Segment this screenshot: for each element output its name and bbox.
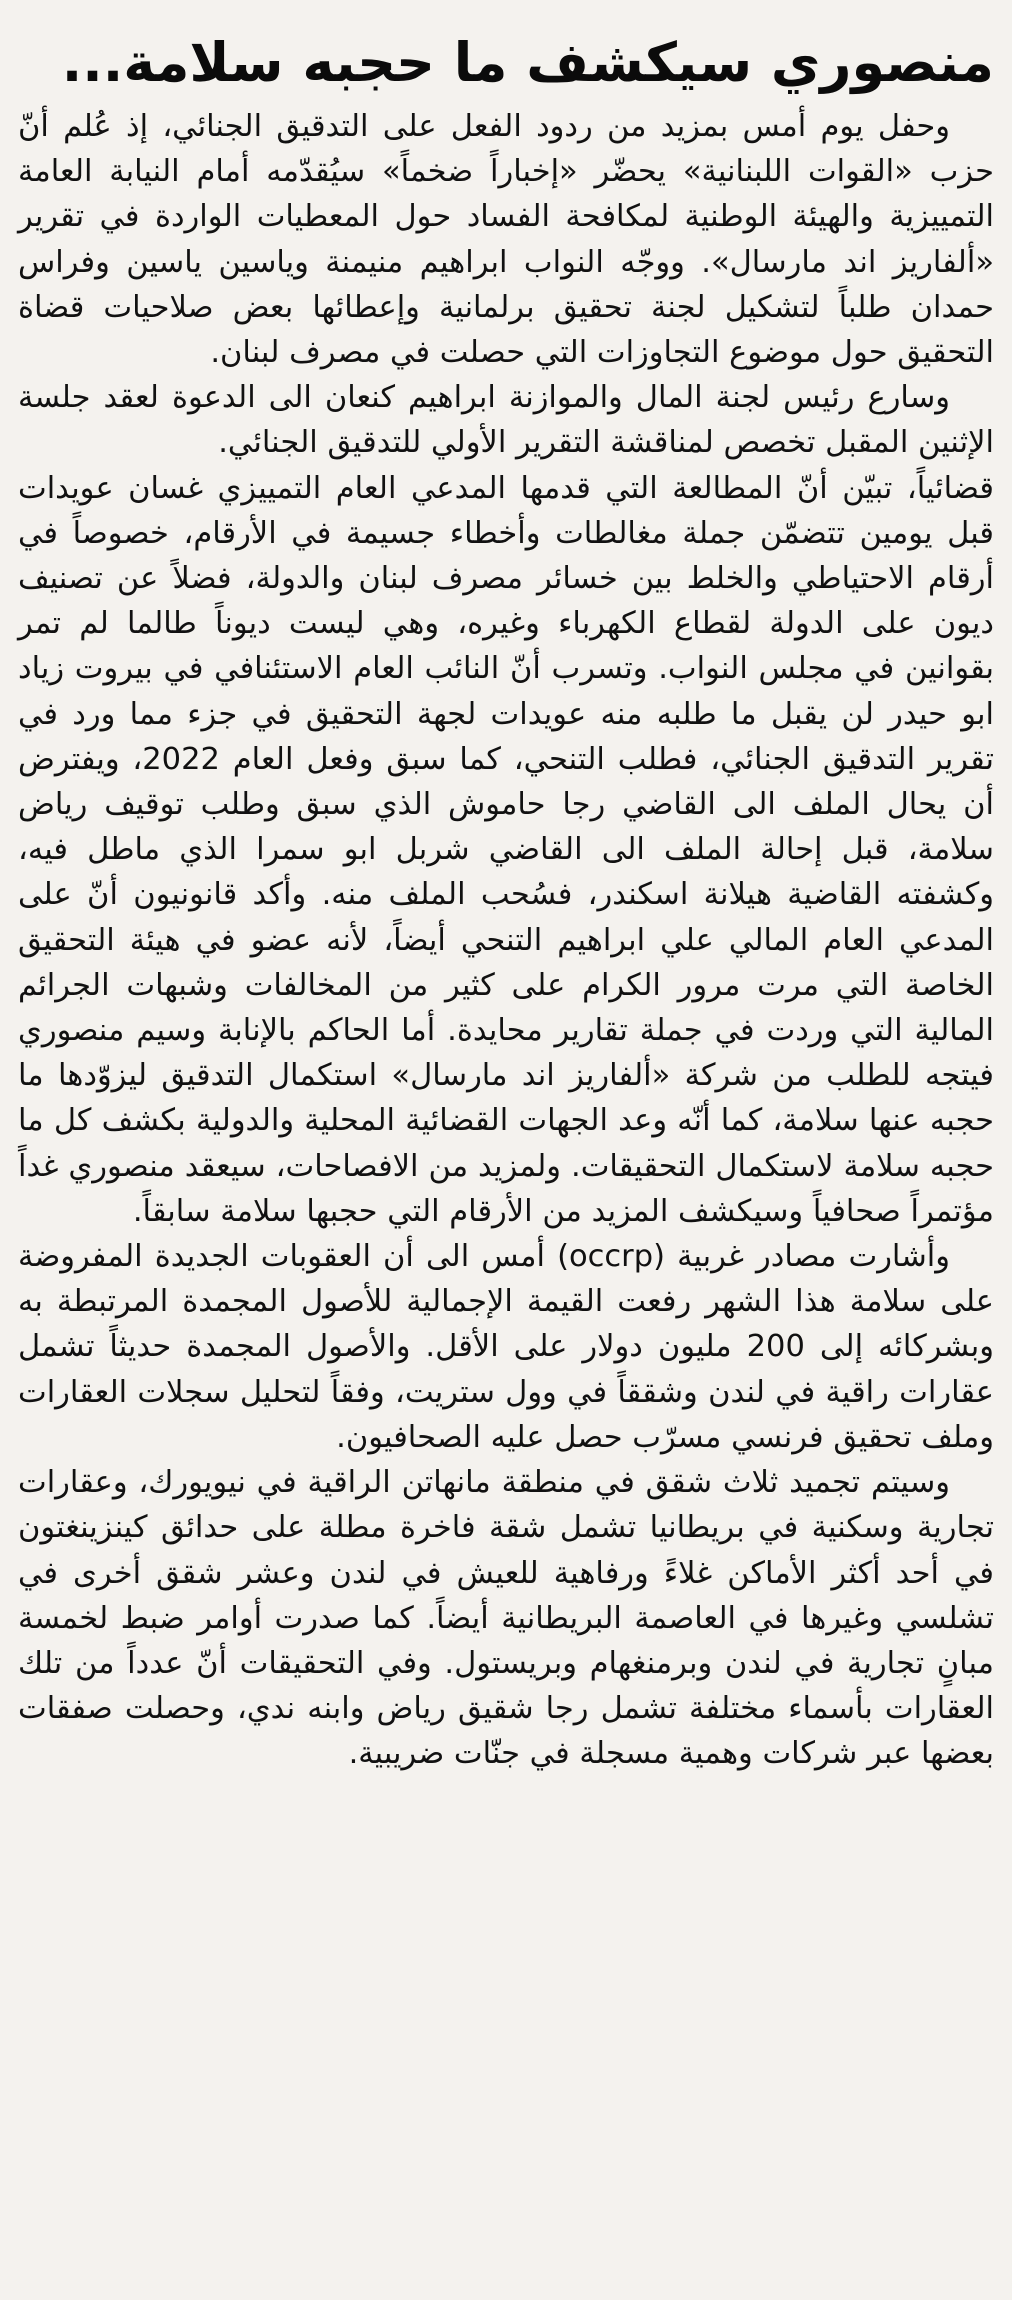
- article-paragraph-5: وسيتم تجميد ثلاث شقق في منطقة مانهاتن الراقية في نيويورك، وعقارات تجارية وسكنية في بريطانيا تشمل شقة فاخرة مطلة على حدائق كينزينغتون في أحد أكثر الأماكن غلاءً ورفاهية للعيش في لندن وعشر شقق أخرى في تشلسي وغيرها في العاصمة البريطانية أيضاً. كما صدرت أوامر ضبط لخمسة مبانٍ تجارية في لندن وبرمنغهام وبريستول. وفي التحقيقات أنّ عدداً من تلك العقارات بأسماء مختلفة تشمل رجا شقيق رياض وابنه ندي، وحصلت صفقات بعضها عبر شركات وهمية مسجلة في جنّات ضريبية.: [18, 1465, 994, 1772]
- article-paragraph-4: وأشارت مصادر غربية (occrp) أمس الى أن العقوبات الجديدة المفروضة على سلامة هذا الشهر رفعت القيمة الإجمالية للأصول المجمدة المرتبطة به وبشركائه إلى 200 مليون دولار على الأقل. والأصول المجمدة حديثاً تشمل عقارات راقية في لندن وشققاً في وول ستريت، وفقاً لتحليل سجلات العقارات وملف تحقيق فرنسي مسرّب حصل عليه الصحافيون.: [18, 1239, 994, 1455]
- article-paragraph-3: قضائياً، تبيّن أنّ المطالعة التي قدمها المدعي العام التمييزي غسان عويدات قبل يومين تتضمّن جملة مغالطات وأخطاء جسيمة في الأرقام، خصوصاً في أرقام الاحتياطي والخلط بين خسائر مصرف لبنان والدولة، فضلاً عن تصنيف ديون على الدولة لقطاع الكهرباء وغيره، وهي ليست ديوناً طالما لم تمر بقوانين في مجلس النواب. وتسرب أنّ النائب العام الاستئنافي في بيروت زياد ابو حيدر لن يقبل ما طلبه منه عويدات لجهة التحقيق في جزء مما ورد في تقرير التدقيق الجنائي، فطلب التنحي، كما سبق وفعل العام 2022، ويفترض أن يحال الملف الى القاضي رجا حاموش الذي سبق وطلب توقيف رياض سلامة، قبل إحالة الملف الى القاضي شربل ابو سمرا الذي ماطل فيه، وكشفته القاضية هيلانة اسكندر، فسُحب الملف منه. وأكد قانونيون أنّ على المدعي العام المالي علي ابراهيم التنحي أيضاً، لأنه عضو في هيئة التحقيق الخاصة التي مرت مرور الكرام على كثير من المخالفات وشبهات الجرائم المالية التي وردت في جملة تقارير محايدة. أما الحاكم بالإنابة وسيم منصوري فيتجه للطلب من شركة «ألفاريز اند مارسال» استكمال التدقيق ليزوّدها ما حجبه عنها سلامة، كما أنّه وعد الجهات القضائية المحلية والدولية بكشف كل ما حجبه سلامة لاستكمال التحقيقات. ولمزيد من الافصاحات، سيعقد منصوري غداً مؤتمراً صحافياً وسيكشف المزيد من الأرقام التي حجبها سلامة سابقاً.: [18, 470, 994, 1229]
- article-headline: منصوري سيكشف ما حجبه سلامة...: [61, 31, 994, 94]
- article-paragraph-1: وحفل يوم أمس بمزيد من ردود الفعل على التدقيق الجنائي، إذ عُلم أنّ حزب «القوات اللبنانية» يحضّر «إخباراً ضخماً» سيُقدّمه أمام النيابة العامة التمييزية والهيئة الوطنية لمكافحة الفساد حول المعطيات الواردة في تقرير «ألفاريز اند مارسال». ووجّه النواب ابراهيم منيمنة وياسين ياسين وفراس حمدان طلباً لتشكيل لجنة تحقيق برلمانية وإعطائها بعض صلاحيات قضاة التحقيق حول موضوع التجاوزات التي حصلت في مصرف لبنان.: [18, 109, 994, 371]
- article-paragraph-2: وسارع رئيس لجنة المال والموازنة ابراهيم كنعان الى الدعوة لعقد جلسة الإثنين المقبل تخصص لمناقشة التقرير الأولي للتدقيق الجنائي.: [18, 380, 994, 461]
- article-body: [18, 104, 994, 1777]
